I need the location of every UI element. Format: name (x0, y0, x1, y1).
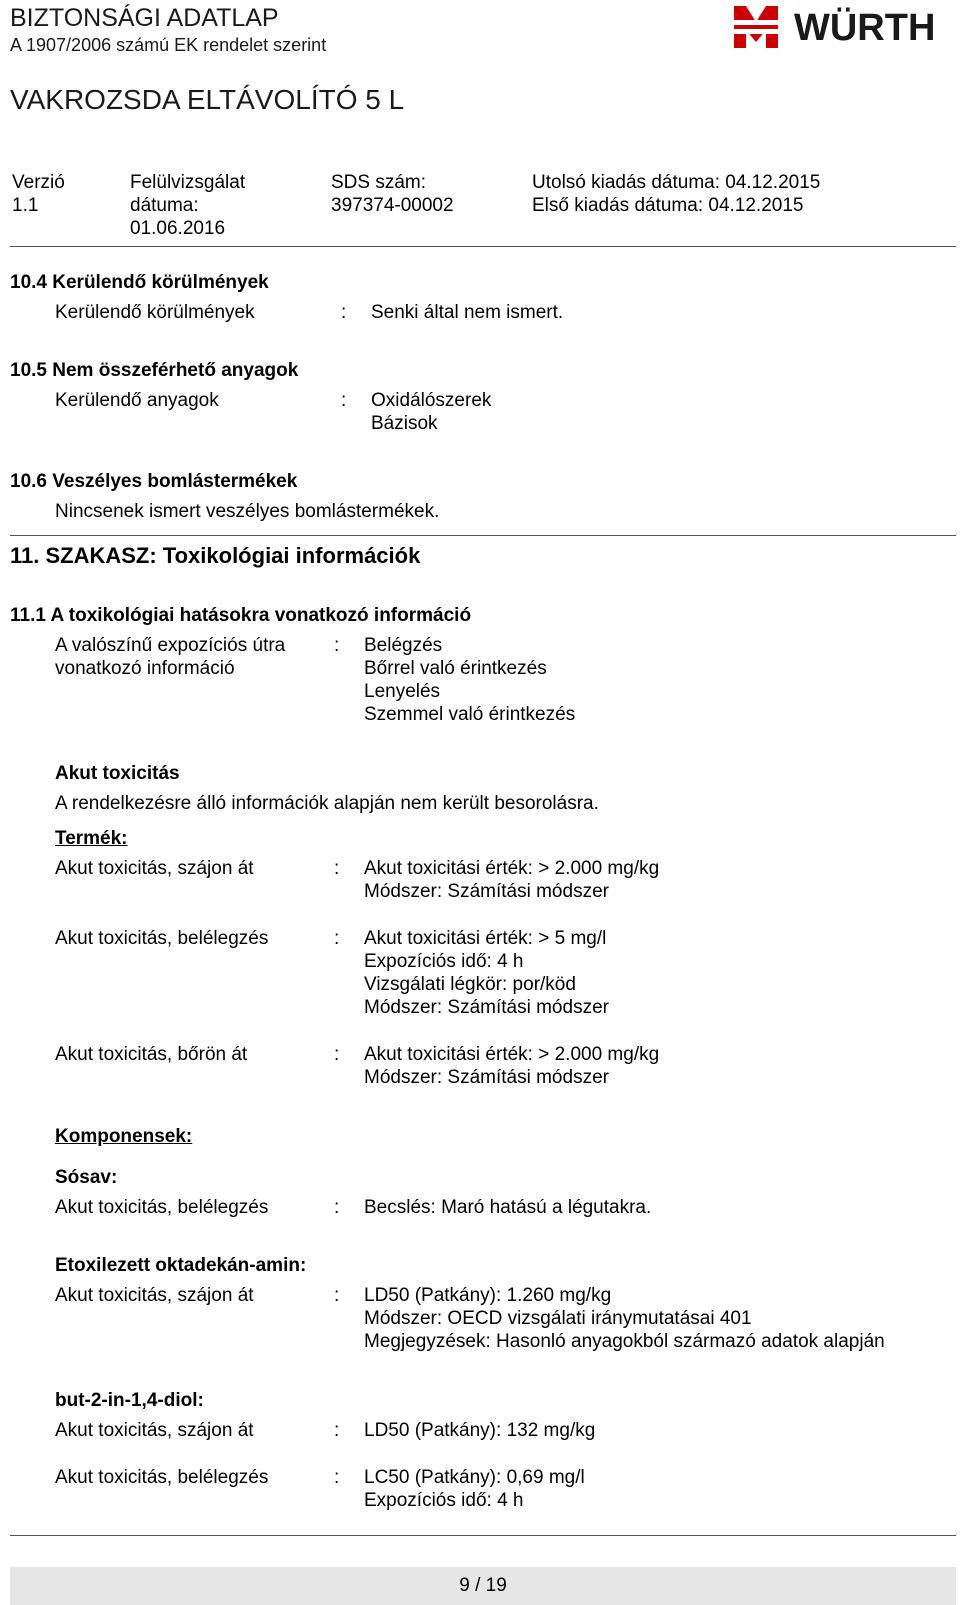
component-3-inhalation-value-1: LC50 (Patkány): 0,69 mg/l (364, 1467, 585, 1488)
component-3-name: but-2-in-1,4-diol: (55, 1390, 204, 1411)
component-2-name: Etoxilezett oktadekán-amin: (55, 1255, 307, 1276)
component-1-label: Akut toxicitás, belélegzés (55, 1197, 269, 1218)
avoid-conditions-value: Senki által nem ismert. (371, 302, 564, 323)
product-inhalation-value-3: Vizsgálati légkör: por/köd (364, 974, 576, 995)
svg-text:WÜRTH: WÜRTH (794, 7, 936, 49)
component-2-value-2: Módszer: OECD vizsgálati iránymutatásai 401 (364, 1308, 752, 1329)
product-oral-value-1: Akut toxicitási érték: > 2.000 mg/kg (364, 858, 660, 879)
exposure-route-1: Belégzés (364, 635, 443, 656)
product-dermal-label: Akut toxicitás, bőrön át (55, 1044, 248, 1065)
version-value: 1.1 (12, 195, 39, 216)
component-2-value-1: LD50 (Patkány): 1.260 mg/kg (364, 1285, 612, 1306)
colon: : (334, 635, 340, 656)
review-label-2: dátuma: (130, 195, 199, 216)
colon: : (334, 1197, 340, 1218)
avoid-conditions-label: Kerülendő körülmények (55, 302, 255, 323)
acute-toxicity-heading: Akut toxicitás (55, 763, 180, 784)
colon: : (334, 1044, 340, 1065)
colon: : (334, 928, 340, 949)
component-3-inhalation-label: Akut toxicitás, belélegzés (55, 1467, 269, 1488)
first-issue-date: Első kiadás dátuma: 04.12.2015 (532, 195, 804, 216)
review-label-1: Felülvizsgálat (130, 172, 246, 193)
product-inhalation-value-2: Expozíciós idő: 4 h (364, 951, 524, 972)
component-3-oral-label: Akut toxicitás, szájon át (55, 1420, 254, 1441)
exposure-route-2: Bőrrel való érintkezés (364, 658, 547, 679)
footer-bar (10, 1567, 956, 1605)
component-2-label: Akut toxicitás, szájon át (55, 1285, 254, 1306)
component-2-value-3: Megjegyzések: Hasonló anyagokból származó adatok alapján (364, 1331, 885, 1352)
colon: : (341, 390, 347, 411)
product-dermal-value-2: Módszer: Számítási módszer (364, 1067, 609, 1088)
wurth-logo (732, 2, 937, 59)
product-oral-label: Akut toxicitás, szájon át (55, 858, 254, 879)
exposure-label-line2: vonatkozó információ (55, 658, 235, 679)
product-oral-value-2: Módszer: Számítási módszer (364, 881, 609, 902)
acute-toxicity-note: A rendelkezésre álló információk alapján nem került besorolásra. (55, 793, 599, 814)
document-title: BIZTONSÁGI ADATLAP (10, 4, 279, 32)
product-heading: Termék: (55, 828, 128, 849)
section-10-6-heading: 10.6 Veszélyes bomlástermékek (10, 471, 298, 492)
exposure-label-line1: A valószínű expozíciós útra (55, 635, 286, 656)
header-divider (10, 246, 956, 247)
version-label: Verzió (12, 172, 65, 193)
exposure-route-4: Szemmel való érintkezés (364, 704, 576, 725)
section-11-1-heading: 11.1 A toxikológiai hatásokra vonatkozó információ (10, 605, 472, 626)
component-1-value: Becslés: Maró hatású a légutakra. (364, 1197, 652, 1218)
component-1-name: Sósav: (55, 1167, 118, 1188)
decomposition-text: Nincsenek ismert veszélyes bomlástermékek. (55, 501, 440, 522)
footer-divider (10, 1535, 956, 1536)
last-issue-date: Utolsó kiadás dátuma: 04.12.2015 (532, 172, 821, 193)
product-inhalation-value-4: Módszer: Számítási módszer (364, 997, 609, 1018)
section-10-5-heading: 10.5 Nem összeférhető anyagok (10, 360, 299, 381)
product-name: VAKROZSDA ELTÁVOLÍTÓ 5 L (10, 84, 405, 115)
sds-label: SDS szám: (331, 172, 427, 193)
avoid-material-1: Oxidálószerek (371, 390, 492, 411)
section-divider (10, 535, 956, 536)
avoid-materials-label: Kerülendő anyagok (55, 390, 219, 411)
colon: : (334, 1467, 340, 1488)
avoid-material-2: Bázisok (371, 413, 438, 434)
components-heading: Komponensek: (55, 1126, 193, 1147)
component-3-oral-value: LD50 (Patkány): 132 mg/kg (364, 1420, 596, 1441)
component-3-inhalation-value-2: Expozíciós idő: 4 h (364, 1490, 524, 1511)
review-value: 01.06.2016 (130, 218, 226, 239)
page-number: 9 / 19 (459, 1575, 507, 1596)
product-dermal-value-1: Akut toxicitási érték: > 2.000 mg/kg (364, 1044, 660, 1065)
colon: : (334, 858, 340, 879)
section-11-heading: 11. SZAKASZ: Toxikológiai információk (10, 543, 421, 568)
regulation-subtitle: A 1907/2006 számú EK rendelet szerint (10, 35, 327, 55)
product-inhalation-value-1: Akut toxicitási érték: > 5 mg/l (364, 928, 607, 949)
product-inhalation-label: Akut toxicitás, belélegzés (55, 928, 269, 949)
sds-value: 397374-00002 (331, 195, 454, 216)
colon: : (341, 302, 347, 323)
wurth-logo-icon (732, 2, 937, 54)
section-10-4-heading: 10.4 Kerülendő körülmények (10, 272, 269, 293)
exposure-route-3: Lenyelés (364, 681, 441, 702)
colon: : (334, 1285, 340, 1306)
colon: : (334, 1420, 340, 1441)
